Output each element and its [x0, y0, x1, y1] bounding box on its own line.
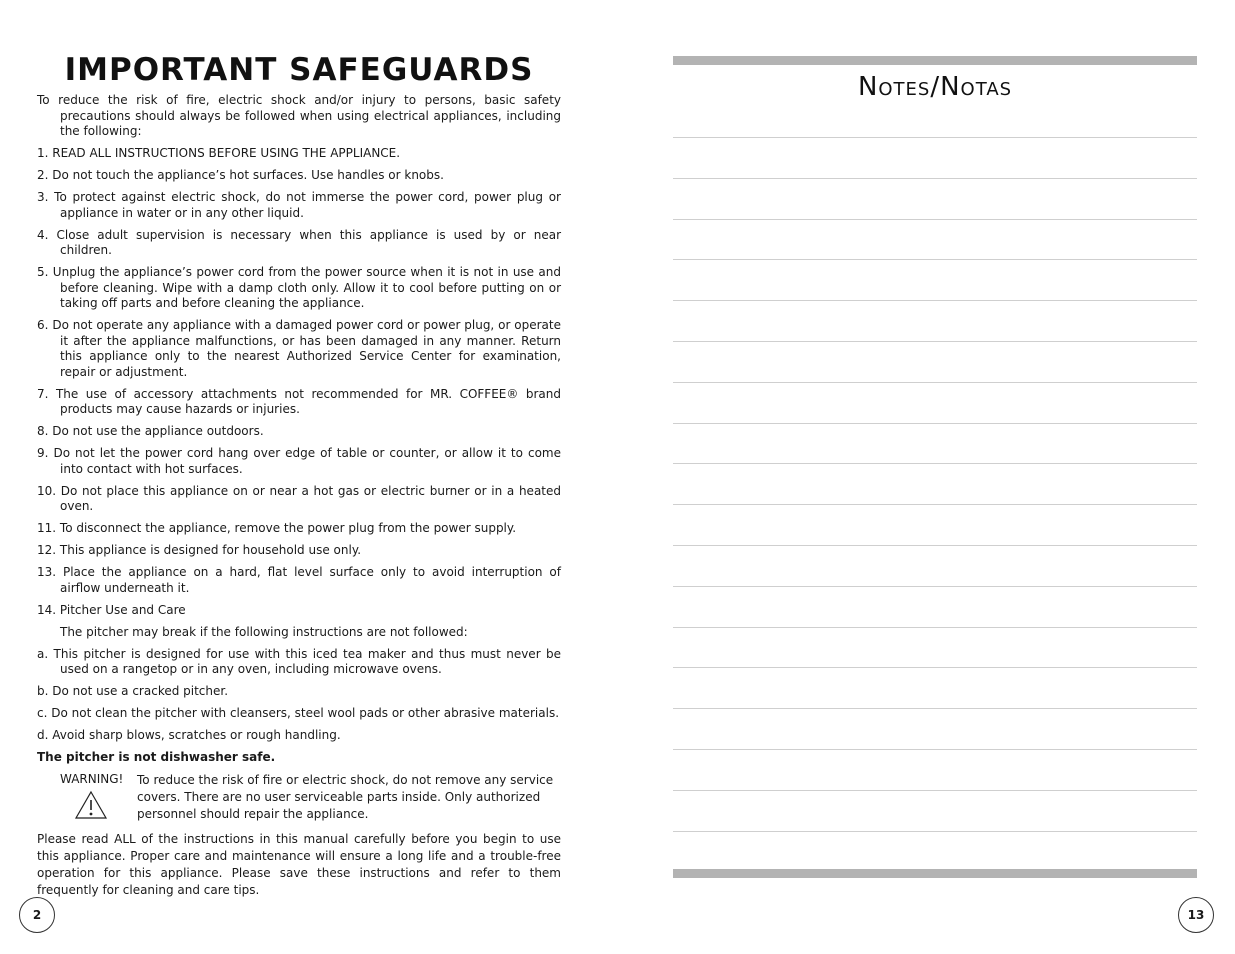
notes-line: [673, 667, 1197, 668]
notes-line: [673, 423, 1197, 424]
intro-paragraph: To reduce the risk of fire, electric shock and/or injury to persons, basic safety precautions should always be followed when using electrical appliances, including the following:: [37, 93, 561, 138]
warning-block: [37, 772, 561, 823]
pitcher-note: The pitcher may break if the following instructions are not followed:: [60, 624, 468, 639]
notes-line: [673, 545, 1197, 546]
right-page: [617, 0, 1235, 954]
safeguard-item: 2. Do not touch the appliance’s hot surfaces. Use handles or knobs.: [37, 168, 444, 182]
pitcher-sub-item: b. Do not use a cracked pitcher.: [37, 684, 229, 698]
notes-title: Notes/Notas: [857, 72, 1013, 102]
notes-line: [673, 382, 1197, 383]
page-number: 2: [19, 897, 55, 933]
safeguard-item: 7. The use of accessory attachments not recommended for MR. COFFEE® brand products may cause hazards or injuries.: [37, 386, 561, 416]
notes-line: [673, 178, 1197, 179]
notes-line: [673, 259, 1197, 260]
safeguard-item: 3. To protect against electric shock, do not immerse the power cord, power plug or appliance in water or in any other liquid.: [37, 190, 561, 220]
safeguard-item: 10. Do not place this appliance on or near a hot gas or electric burner or in a heated oven.: [37, 483, 561, 513]
notes-line: [673, 300, 1197, 301]
safeguard-item: 13. Place the appliance on a hard, flat level surface only to avoid interruption of airflow underneath it.: [37, 565, 561, 595]
notes-line: [673, 749, 1197, 750]
warning-text: To reduce the risk of fire or electric shock, do not remove any service covers. There are no user serviceable parts inside. Only authorized personnel should repair the appliance.: [137, 773, 554, 821]
notes-line: [673, 463, 1197, 464]
notes-line: [673, 790, 1197, 791]
safeguard-item: 1. READ ALL INSTRUCTIONS BEFORE USING THE APPLIANCE.: [37, 146, 401, 160]
safeguard-item: 14. Pitcher Use and Care: [37, 602, 186, 617]
safeguard-item: 5. Unplug the appliance’s power cord from the power source when it is not in use and before cleaning. Wipe with a damp cloth only. Allow it to cool before putting on or taking off parts and before cleaning the appliance.: [37, 265, 561, 310]
dishwasher-note: The pitcher is not dishwasher safe.: [37, 750, 276, 764]
page-title: IMPORTANT SAFEGUARDS: [64, 52, 534, 88]
pitcher-sub-item: c. Do not clean the pitcher with cleansers, steel wool pads or other abrasive materials.: [37, 706, 560, 720]
notes-line: [673, 627, 1197, 628]
pitcher-sub-item: a. This pitcher is designed for use with this iced tea maker and thus must never be used on a rangetop or in any oven, including microwave ovens.: [37, 646, 561, 676]
safeguard-item: 4. Close adult supervision is necessary when this appliance is used by or near children.: [37, 227, 561, 257]
top-divider-bar: [673, 56, 1197, 65]
notes-line: [673, 586, 1197, 587]
closing-paragraph: Please read ALL of the instructions in this manual carefully before you begin to use this appliance. Proper care and maintenance will ensure a long life and a trouble-free operation for this appliance. Please save these instructions and refer to them frequently for cleaning and care tips.: [37, 832, 561, 897]
page-number: 13: [1178, 897, 1214, 933]
pitcher-sub-item: d. Avoid sharp blows, scratches or rough handling.: [37, 728, 341, 742]
safeguard-item: 9. Do not let the power cord hang over edge of table or counter, or allow it to come into contact with hot surfaces.: [37, 446, 561, 476]
safeguard-item: 6. Do not operate any appliance with a damaged power cord or power plug, or operate it after the appliance malfunctions, or has been damaged in any manner. Return this appliance only to the nearest Authorized Service Center for examination, repair or adjustment.: [37, 318, 561, 379]
safeguard-item: 12. This appliance is designed for household use only.: [37, 543, 362, 557]
safeguard-item: 11. To disconnect the appliance, remove the power plug from the power supply.: [37, 521, 517, 535]
left-page: [0, 0, 617, 954]
safeguard-item: 8. Do not use the appliance outdoors.: [37, 424, 264, 438]
warning-label: WARNING!: [60, 772, 124, 786]
safeguards-body: [37, 93, 561, 906]
notes-line: [673, 708, 1197, 709]
notes-line: [673, 504, 1197, 505]
bottom-divider-bar: [673, 869, 1197, 878]
notes-line: [673, 137, 1197, 138]
notes-line: [673, 831, 1197, 832]
warning-triangle-icon: [74, 790, 108, 820]
notes-line: [673, 341, 1197, 342]
notes-line: [673, 219, 1197, 220]
